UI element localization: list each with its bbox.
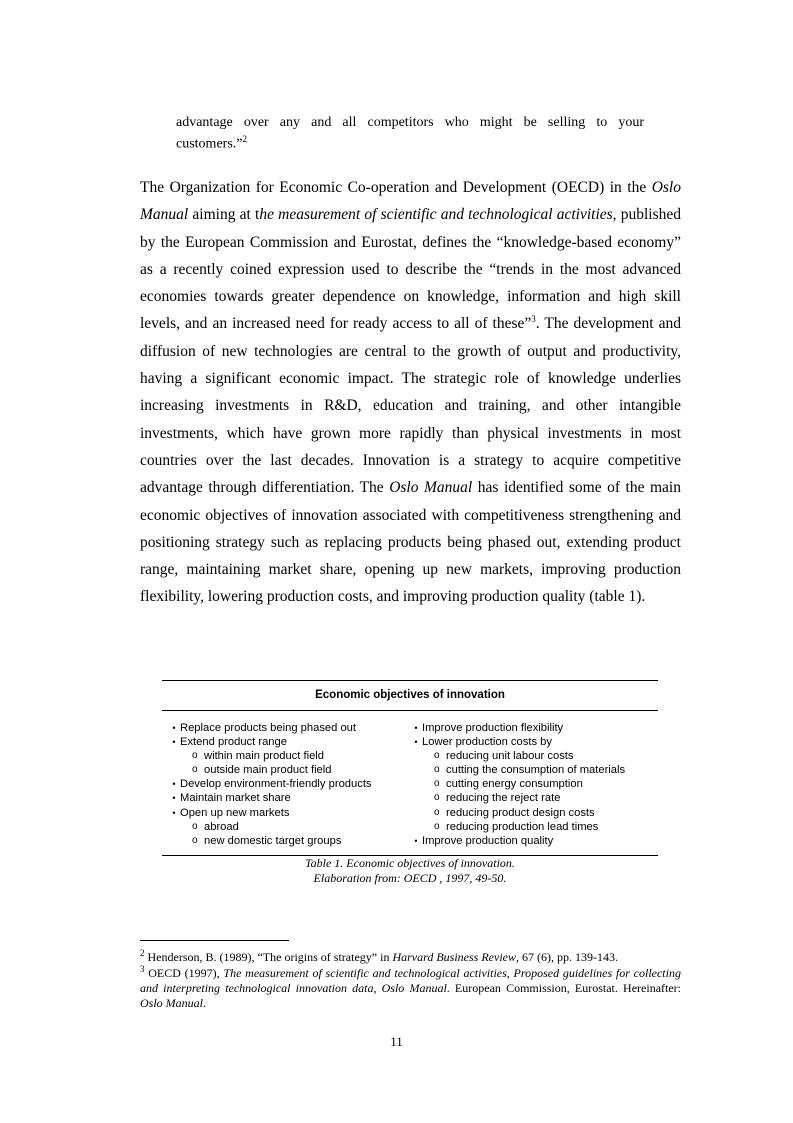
table-item-text: new domestic target groups <box>204 834 342 847</box>
table-list-item <box>410 834 625 848</box>
body-text: . The development and diffusion of new technologies are central to the growth of output and productivity, having a significant economic impact. The strategic role of knowledge underlies increasing investments in R&D, education and training, and other intangible investments, which have grown more rapidly than physical investments in most countries over the last decades. Innovation is a strategy to acquire competitive advantage through differentiation. The <box>140 315 681 497</box>
footnote-text: . <box>203 996 206 1010</box>
circle-bullet-icon: o <box>192 820 198 832</box>
table-item-text: Extend product range <box>180 736 287 749</box>
circle-bullet-icon: o <box>434 820 440 832</box>
table-list-item <box>168 721 372 735</box>
quote-line-2: customers.” <box>176 136 243 152</box>
table-sub-item <box>168 749 372 763</box>
table-item-text: Improve production flexibility <box>422 722 564 734</box>
page-number: 11 <box>390 1034 403 1049</box>
table-item-text: cutting energy consumption <box>446 778 583 791</box>
table-item-text: Replace products being phased out <box>180 722 357 734</box>
bullet-icon: • <box>172 723 176 733</box>
body-text: , published by the European Commission and Eurostat, defines the “knowledge-based economy” as a recently coined expression used to describe the “trends in the most advanced economies towards greater dependence on knowledge, information and high skill levels, and an increased need for ready access to all of these” <box>140 206 682 333</box>
footnote-text: , 67 (6), pp. 139-143. <box>516 950 618 964</box>
circle-bullet-icon: o <box>434 778 440 790</box>
body-text: The Organization for Economic Co-operation and Development (OECD) in the <box>140 179 652 196</box>
footnote-italic: The measurement of scientific and technological activities, Proposed guidelines for collecting and interpreting technological innovation data, Oslo Manual <box>140 966 681 995</box>
table-sub-item <box>168 763 372 777</box>
footnote-number: 2 <box>140 948 145 958</box>
table-list-item <box>168 791 372 805</box>
table-item-text: reducing production lead times <box>446 820 599 833</box>
table-list-item <box>168 735 372 749</box>
circle-bullet-icon: o <box>434 792 440 804</box>
table-item-text: Open up new markets <box>180 806 290 819</box>
quote-line-1: advantage over any and all competitors who might be selling to your <box>176 115 644 130</box>
footnote-italic: Harvard Business Review <box>392 950 516 964</box>
table-sub-item <box>168 834 372 848</box>
table-list-item <box>168 777 372 791</box>
footnote-3 <box>140 962 681 1011</box>
block-quote <box>176 114 644 153</box>
table-sub-item <box>168 820 372 834</box>
bullet-icon: • <box>414 835 418 846</box>
table-item-text: Develop environment-friendly products <box>180 778 372 791</box>
objectives-table <box>162 680 658 856</box>
footnote-text: Henderson, B. (1989), “The origins of strategy” in <box>144 950 393 964</box>
table-item-text: cutting the consumption of materials <box>446 764 626 777</box>
bullet-icon: • <box>414 737 418 748</box>
table-sub-item <box>410 820 625 834</box>
bullet-icon: • <box>172 793 176 804</box>
circle-bullet-icon: o <box>192 764 198 776</box>
caption-line-1: Table 1. Economic objectives of innovation. <box>305 856 515 870</box>
body-italic-oslo-manual: Oslo Manual <box>389 479 473 497</box>
circle-bullet-icon: o <box>434 764 440 776</box>
table-sub-item <box>410 749 625 763</box>
table-right-column <box>410 721 625 848</box>
table-item-text: Maintain market share <box>180 792 291 805</box>
footnote-text: . European Commission, Eurostat. Hereinafter: <box>446 981 682 995</box>
table-sub-item <box>410 777 625 791</box>
circle-bullet-icon: o <box>434 750 440 762</box>
bullet-icon: • <box>172 779 176 790</box>
table-item-text: Improve production quality <box>422 834 554 847</box>
table-sub-item <box>410 791 625 805</box>
table-body <box>162 711 658 856</box>
circle-bullet-icon: o <box>192 834 198 846</box>
table-item-text: abroad <box>204 820 239 833</box>
circle-bullet-icon: o <box>192 750 198 762</box>
footnote-text: OECD (1997), <box>144 966 224 980</box>
bullet-icon: • <box>414 723 418 733</box>
body-italic-title: he measurement of scientific and technological activities <box>259 206 613 224</box>
body-text: has identified some of the main economic objectives of innovation associated with competitiveness strengthening and positioning strategy such as replacing products being phased out, extending product range, maintaining market share, opening up new markets, improving production flexibility, lowering production costs, and improving production quality (table 1). <box>140 479 681 606</box>
table-sub-item <box>410 763 625 777</box>
table-list-item <box>410 721 625 735</box>
table-item-text: within main product field <box>204 750 325 763</box>
table-left-column <box>168 721 372 848</box>
table-item-text: reducing the reject rate <box>446 792 561 805</box>
body-text: aiming at t <box>188 206 260 224</box>
table-list-item <box>410 735 625 749</box>
caption-line-2: Elaboration from: OECD , 1997, 49-50. <box>313 871 507 885</box>
footnote-ref-3[interactable]: 3 <box>531 314 536 325</box>
bullet-icon: • <box>172 807 176 818</box>
table-item-text: reducing product design costs <box>446 806 595 819</box>
footnote-divider <box>140 940 289 941</box>
table-item-text: Lower production costs by <box>422 736 552 749</box>
footnote-italic: Oslo Manual <box>140 996 203 1010</box>
table-list-item <box>168 806 372 820</box>
table-sub-item <box>410 806 625 820</box>
table-item-text: reducing unit labour costs <box>446 750 574 763</box>
circle-bullet-icon: o <box>434 806 440 818</box>
footnote-ref-2[interactable]: 2 <box>242 134 247 144</box>
table-item-text: outside main product field <box>204 764 332 777</box>
body-italic-oslo-manual: Oslo Manual <box>140 179 681 224</box>
table-caption <box>162 856 658 886</box>
body-paragraph <box>140 174 681 611</box>
footnote-number: 3 <box>140 964 145 974</box>
table-header: Economic objectives of innovation <box>162 681 658 711</box>
bullet-icon: • <box>172 737 176 748</box>
